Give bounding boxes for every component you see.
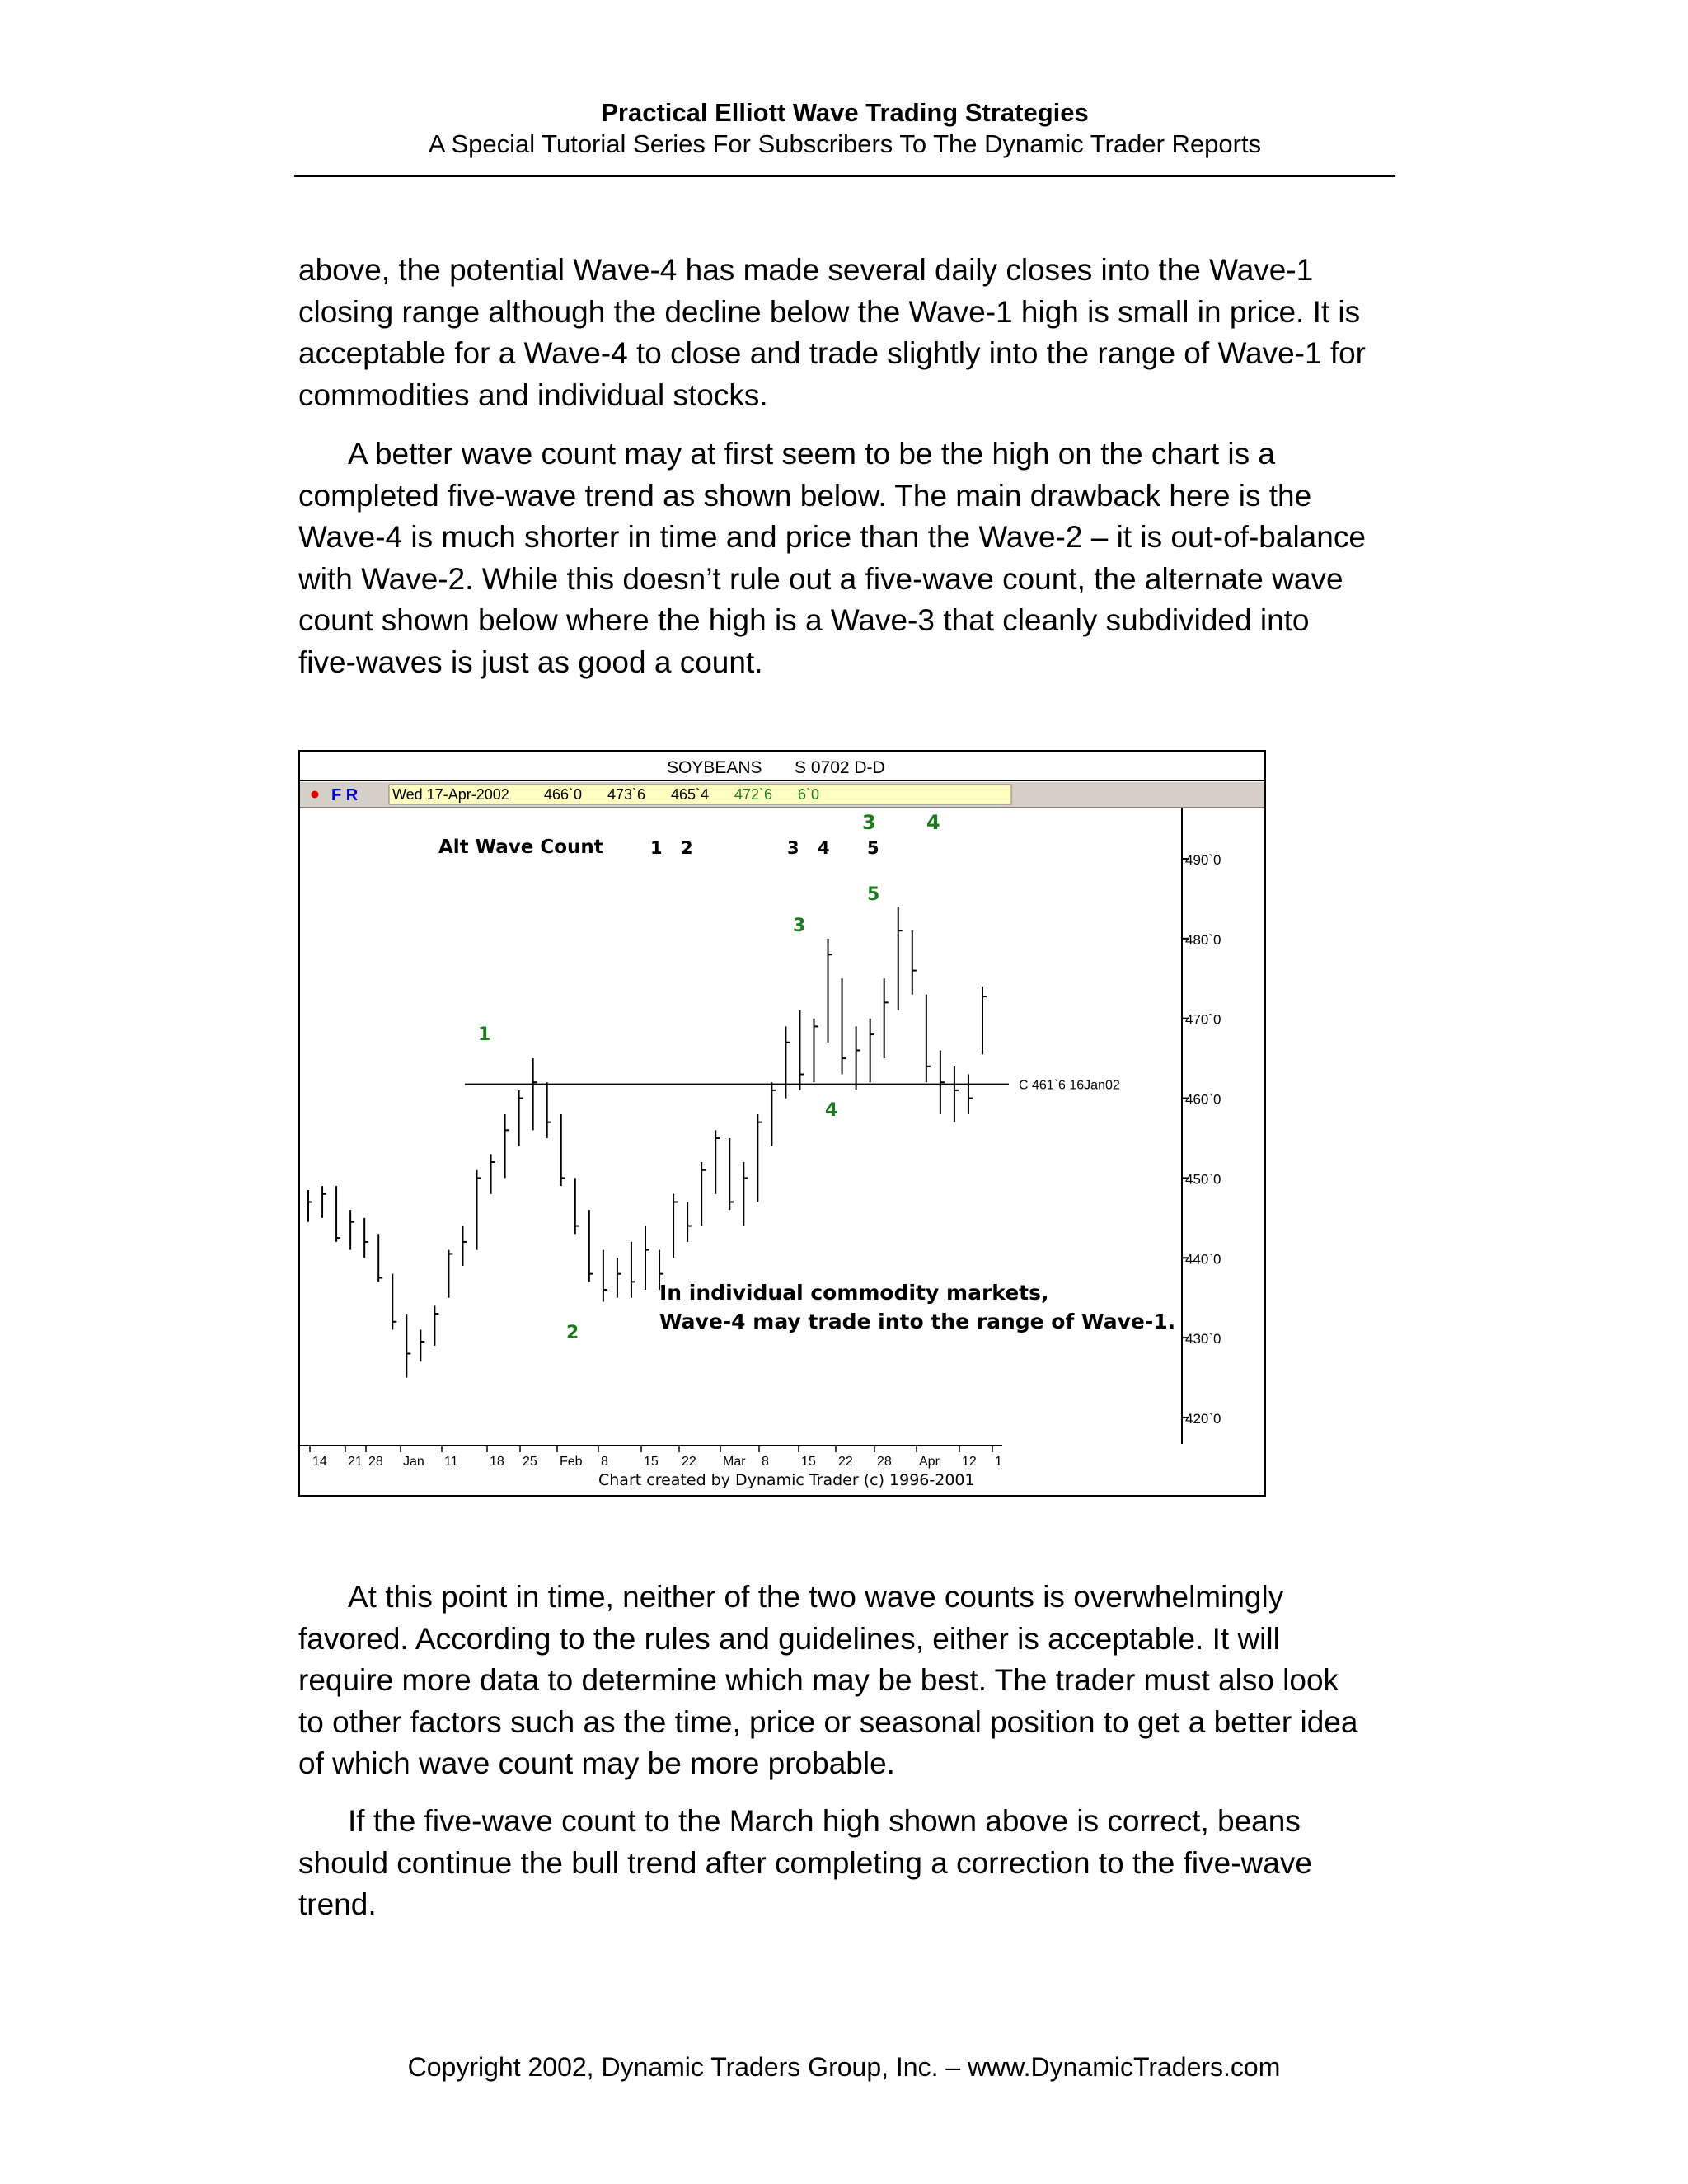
ohlc-bar bbox=[912, 930, 917, 994]
ohlc-bar bbox=[491, 1154, 495, 1193]
wave-label-3: 3 bbox=[793, 916, 806, 936]
wave-label-1: 1 bbox=[478, 1024, 491, 1045]
ohlc-bar bbox=[477, 1170, 481, 1250]
page-header bbox=[294, 97, 1395, 160]
chart-credit: Chart created by Dynamic Trader (c) 1996-2001 bbox=[598, 1471, 975, 1489]
chart-contract: S 0702 D-D bbox=[795, 758, 885, 777]
x-tick-label: 15 bbox=[801, 1455, 816, 1469]
reference-line-label: C 461`6 16Jan02 bbox=[1019, 1078, 1120, 1093]
ohlc-bar bbox=[505, 1114, 509, 1178]
wave-label-4: 4 bbox=[825, 1100, 838, 1121]
chart-canvas bbox=[300, 752, 1266, 1497]
header-divider bbox=[294, 175, 1395, 177]
soybeans-chart bbox=[298, 750, 1266, 1497]
annotation-line-2: Wave-4 may trade into the range of Wave-1. bbox=[659, 1310, 1176, 1333]
paragraph-1: above, the potential Wave-4 has made several daily closes into the Wave-1 closing range although the decline below the Wave-1 high is small in price. It is acceptable for a Wave-4 to close and trade slightly into the range of Wave-1 for commodities and individual stocks. bbox=[298, 253, 1366, 412]
ohlc-bar bbox=[589, 1210, 593, 1282]
x-tick-label: 14 bbox=[312, 1455, 327, 1469]
ohlc-bar bbox=[575, 1178, 579, 1234]
top-wave-3: 3 bbox=[862, 811, 876, 834]
alt-count-4: 4 bbox=[818, 838, 830, 858]
x-tick-label: 28 bbox=[368, 1455, 383, 1469]
ohlc-bar bbox=[434, 1305, 438, 1345]
ohlc-bar bbox=[771, 1082, 776, 1146]
y-tick-label: 440`0 bbox=[1185, 1251, 1221, 1268]
ohlc-bar bbox=[701, 1162, 706, 1226]
ohlc-bar bbox=[350, 1210, 354, 1249]
x-tick-label: 12 bbox=[962, 1455, 977, 1469]
ohlc-bar bbox=[420, 1329, 424, 1361]
ohlc-bar bbox=[547, 1082, 551, 1138]
x-tick-label: 8 bbox=[601, 1455, 608, 1469]
x-axis-ticks bbox=[310, 1446, 1002, 1469]
alt-count-1: 1 bbox=[650, 838, 663, 858]
ohlc-bar bbox=[785, 1026, 790, 1098]
ohlc-bar bbox=[982, 987, 987, 1054]
ohlc-bar bbox=[968, 1075, 973, 1114]
ohlc-bar bbox=[322, 1186, 326, 1218]
wave-label-5: 5 bbox=[867, 884, 880, 905]
ohlc-bar bbox=[392, 1274, 396, 1330]
header-subtitle: A Special Tutorial Series For Subscribers To The Dynamic Trader Reports bbox=[428, 129, 1262, 158]
x-tick-label: 28 bbox=[877, 1455, 892, 1469]
info-change: 6`0 bbox=[798, 786, 820, 803]
alt-wave-count-label: Alt Wave Count bbox=[438, 837, 603, 858]
ohlc-bar bbox=[799, 1010, 804, 1090]
x-tick-label: 22 bbox=[838, 1455, 853, 1469]
ohlc-bar bbox=[631, 1242, 635, 1298]
y-tick-label: 470`0 bbox=[1185, 1011, 1221, 1028]
ohlc-bar bbox=[617, 1258, 621, 1297]
ohlc-bar bbox=[856, 1026, 860, 1090]
record-dot-icon[interactable] bbox=[312, 791, 319, 799]
ohlc-bar bbox=[645, 1226, 649, 1290]
ohlc-bar bbox=[378, 1234, 382, 1282]
ohlc-bar bbox=[673, 1194, 678, 1258]
x-tick-label: 8 bbox=[762, 1455, 769, 1469]
ohlc-bar bbox=[842, 978, 846, 1074]
ohlc-bar bbox=[406, 1314, 410, 1377]
x-tick-label: Mar bbox=[723, 1455, 746, 1469]
x-tick-label: 1 bbox=[995, 1455, 1002, 1469]
alt-count-2: 2 bbox=[681, 838, 693, 858]
x-tick-label: Apr bbox=[919, 1455, 940, 1469]
y-tick-label: 460`0 bbox=[1185, 1091, 1221, 1108]
ohlc-bar bbox=[448, 1250, 452, 1298]
chart-title: SOYBEANS bbox=[667, 758, 762, 777]
ohlc-bar bbox=[715, 1130, 720, 1193]
info-high: 473`6 bbox=[607, 786, 646, 803]
ohlc-bar bbox=[940, 1050, 945, 1113]
ohlc-bar bbox=[870, 1019, 874, 1082]
ohlc-bar bbox=[729, 1138, 734, 1210]
top-wave-4: 4 bbox=[926, 811, 940, 834]
ohlc-bar bbox=[308, 1190, 312, 1222]
y-tick-label: 430`0 bbox=[1185, 1331, 1221, 1347]
price-bars bbox=[308, 907, 987, 1377]
toolbar-fr[interactable]: F R bbox=[331, 786, 359, 804]
x-tick-label: 11 bbox=[444, 1455, 458, 1469]
x-tick-label: 21 bbox=[348, 1455, 363, 1469]
y-tick-label: 450`0 bbox=[1185, 1171, 1221, 1188]
ohlc-bar bbox=[743, 1162, 748, 1226]
ohlc-bar bbox=[519, 1090, 523, 1146]
ohlc-bar bbox=[561, 1114, 565, 1186]
ohlc-bar bbox=[954, 1066, 959, 1122]
x-tick-label: 25 bbox=[523, 1455, 537, 1469]
ohlc-bar bbox=[757, 1114, 762, 1202]
ohlc-bar bbox=[687, 1202, 692, 1241]
paragraph-4: If the five-wave count to the March high shown above is correct, beans should continue the bull trend after completing a correction to the five-wave trend. bbox=[298, 1804, 1312, 1921]
annotation-line-1: In individual commodity markets, bbox=[659, 1281, 1049, 1305]
paragraph-2: A better wave count may at first seem to be the high on the chart is a completed five-wave trend as shown below. The main drawback here is the Wave-4 is much shorter in time and price than the Wave-2 – it is out-of-balance with Wave-2. While this doesn’t rule out a five-wave count, the alternate wave count shown below where the high is a Wave-3 that cleanly subdivided into five-waves is just as good a count. bbox=[298, 437, 1366, 679]
info-low: 465`4 bbox=[671, 786, 710, 803]
ohlc-bar bbox=[462, 1226, 467, 1266]
alt-count-3: 3 bbox=[787, 838, 799, 858]
info-open: 466`0 bbox=[544, 786, 583, 803]
y-tick-label: 480`0 bbox=[1185, 931, 1221, 948]
ohlc-bar bbox=[336, 1186, 340, 1242]
x-tick-label: 18 bbox=[490, 1455, 504, 1469]
x-tick-label: 22 bbox=[682, 1455, 696, 1469]
ohlc-bar bbox=[898, 907, 903, 1010]
info-date: Wed 17-Apr-2002 bbox=[392, 786, 509, 803]
x-tick-label: Jan bbox=[403, 1455, 424, 1469]
ohlc-bar bbox=[603, 1250, 607, 1302]
x-tick-label: 15 bbox=[644, 1455, 659, 1469]
ohlc-bar bbox=[828, 939, 832, 1043]
ohlc-bar bbox=[926, 995, 931, 1083]
paragraph-3: At this point in time, neither of the two wave counts is overwhelmingly favored. According to the rules and guidelines, either is acceptable. It will require more data to determine which may be best. The trader must also look to other factors such as the time, price or seasonal position to get a better idea of which wave count may be more probable. bbox=[298, 1580, 1358, 1780]
alt-count-5: 5 bbox=[867, 838, 879, 858]
ohlc-bar bbox=[364, 1218, 368, 1258]
ohlc-bar bbox=[884, 978, 889, 1058]
y-tick-label: 420`0 bbox=[1185, 1411, 1221, 1427]
y-tick-label: 490`0 bbox=[1185, 852, 1221, 868]
page-footer: Copyright 2002, Dynamic Traders Group, Inc. – www.DynamicTraders.com bbox=[407, 2052, 1281, 2082]
header-title: Practical Elliott Wave Trading Strategies bbox=[601, 98, 1089, 127]
wave-labels bbox=[478, 884, 879, 1343]
info-close: 472`6 bbox=[734, 786, 773, 803]
wave-label-2: 2 bbox=[566, 1323, 579, 1343]
y-axis-ticks bbox=[1182, 852, 1221, 1427]
ohlc-bar bbox=[533, 1058, 537, 1130]
x-tick-label: Feb bbox=[560, 1455, 583, 1469]
ohlc-bar bbox=[814, 1019, 818, 1082]
